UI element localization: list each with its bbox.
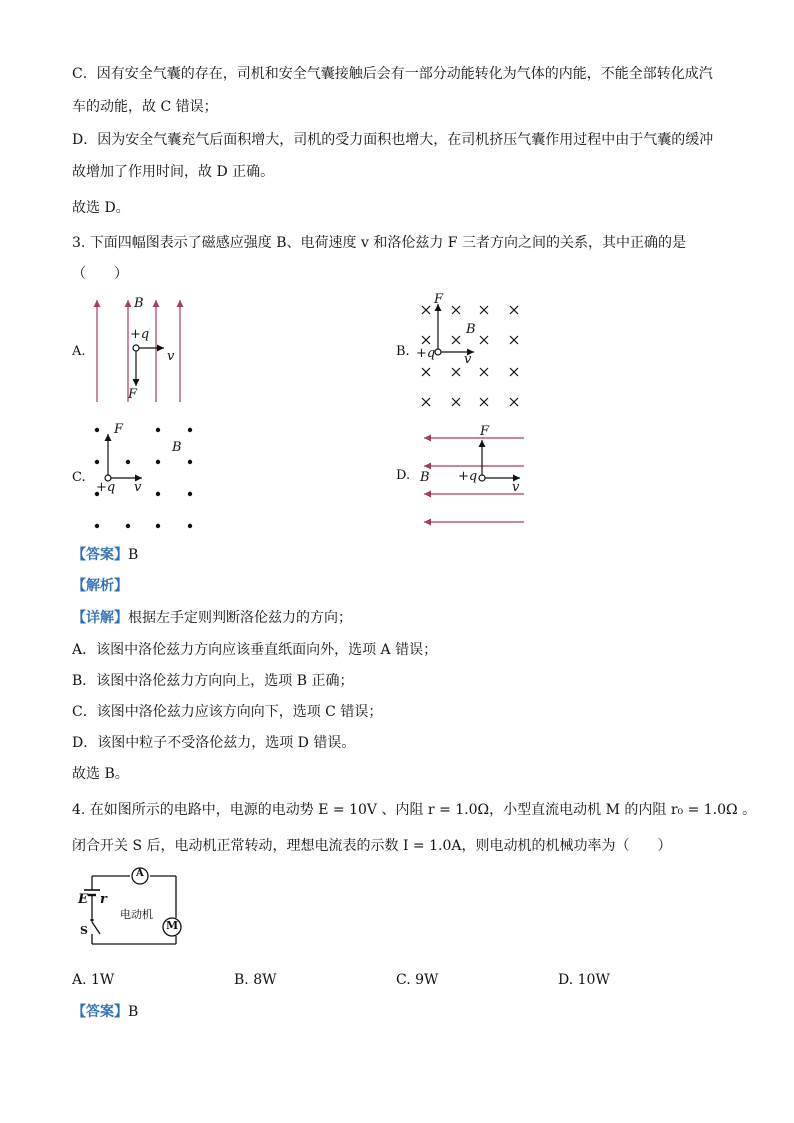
q4-option-c: C. 9W — [396, 972, 439, 988]
figure-a-v-label: v — [167, 349, 175, 364]
answer-3-value: B — [128, 547, 139, 563]
detail-bracket: 【详解】 — [72, 610, 128, 626]
figure-b — [396, 292, 536, 412]
ammeter-symbol: A — [136, 868, 144, 879]
figure-b-option: B. — [396, 344, 410, 359]
para-d-line2: 故增加了作用时间，故 D 正确。 — [72, 164, 275, 180]
explain-d: D．该图中粒子不受洛伦兹力，选项 D 错误。 — [72, 735, 356, 751]
q4-option-b: B. 8W — [234, 972, 277, 988]
q4-option-a: A. 1W — [72, 972, 115, 988]
figure-b-f-label: F — [434, 292, 444, 307]
figure-a-q-label: +q — [130, 327, 150, 342]
answer-4-value: B — [128, 1004, 139, 1020]
motor-symbol: M — [166, 919, 179, 932]
detail-line — [72, 608, 352, 628]
emf-label: E — [78, 892, 88, 907]
answer-3 — [72, 545, 138, 565]
choose-d: 故选 D。 — [72, 200, 130, 216]
figure-c-diagram — [72, 422, 202, 534]
figure-c — [72, 422, 202, 534]
question-3-line2: （ ） — [72, 266, 128, 282]
figure-c-v-label: v — [134, 480, 142, 495]
figure-a-option: A. — [72, 344, 86, 359]
q4-option-d: D. 10W — [558, 972, 610, 988]
figure-a-f-label: F — [128, 387, 138, 402]
figure-d-q-label: +q — [458, 469, 478, 484]
detail-text: 根据左手定则判断洛伦兹力的方向； — [128, 610, 352, 626]
figure-c-option: C. — [72, 470, 86, 485]
circuit-diagram — [76, 862, 188, 952]
figure-d-option: D. — [396, 468, 411, 483]
figure-d-f-label: F — [480, 424, 490, 439]
question-4-line2: 闭合开关 S 后，电动机正常转动，理想电流表的示数 I = 1.0A，则电动机的机械功率为（ ） — [72, 838, 672, 854]
figure-c-q-label: +q — [96, 480, 116, 495]
choose-b: 故选 B。 — [72, 766, 129, 782]
figure-c-b-label: B — [172, 440, 182, 455]
figure-a-b-label: B — [134, 296, 144, 311]
figure-b-v-label: v — [464, 352, 472, 367]
question-4-line1: 4. 在如图所示的电路中，电源的电动势 E = 10V 、内阻 r = 1.0Ω，小型直流电动机 M 的内阻 r₀ = 1.0Ω 。 — [72, 802, 757, 818]
analysis-heading: 【解析】 — [72, 578, 128, 594]
switch-label: S — [80, 924, 88, 937]
analysis-heading-row — [72, 576, 128, 596]
motor-label: 电动机 — [120, 908, 153, 921]
figure-c-f-label: F — [114, 422, 124, 437]
resistance-label: r — [100, 892, 107, 907]
explain-b: B．该图中洛伦兹力方向向上，选项 B 正确； — [72, 673, 354, 689]
answer-4 — [72, 1002, 138, 1022]
figure-b-b-label: B — [466, 322, 476, 337]
figure-b-q-label: +q — [416, 346, 436, 361]
para-c-line1: C．因有安全气囊的存在，司机和安全气囊接触后会有一部分动能转化为气体的内能，不能全部转化成汽 — [72, 66, 713, 82]
explain-c: C．该图中洛伦兹力应该方向向下，选项 C 错误； — [72, 704, 383, 720]
figure-d — [396, 424, 536, 534]
para-c-line2: 车的动能，故 C 错误； — [72, 99, 218, 115]
answer-4-bracket: 【答案】 — [72, 1004, 128, 1020]
figure-d-v-label: v — [512, 480, 520, 495]
explain-a: A．该图中洛伦兹力方向应该垂直纸面向外，选项 A 错误； — [72, 642, 438, 658]
question-3-line1: 3. 下面四幅图表示了磁感应强度 B、电荷速度 v 和洛伦兹力 F 三者方向之间的关系，其中正确的是 — [72, 235, 686, 251]
para-d-line1: D．因为安全气囊充气后面积增大，司机的受力面积也增大，在司机挤压气囊作用过程中由于气囊的缓冲 — [72, 132, 714, 148]
figure-d-b-label: B — [420, 470, 430, 485]
figure-a — [72, 292, 202, 407]
answer-3-bracket: 【答案】 — [72, 547, 128, 563]
